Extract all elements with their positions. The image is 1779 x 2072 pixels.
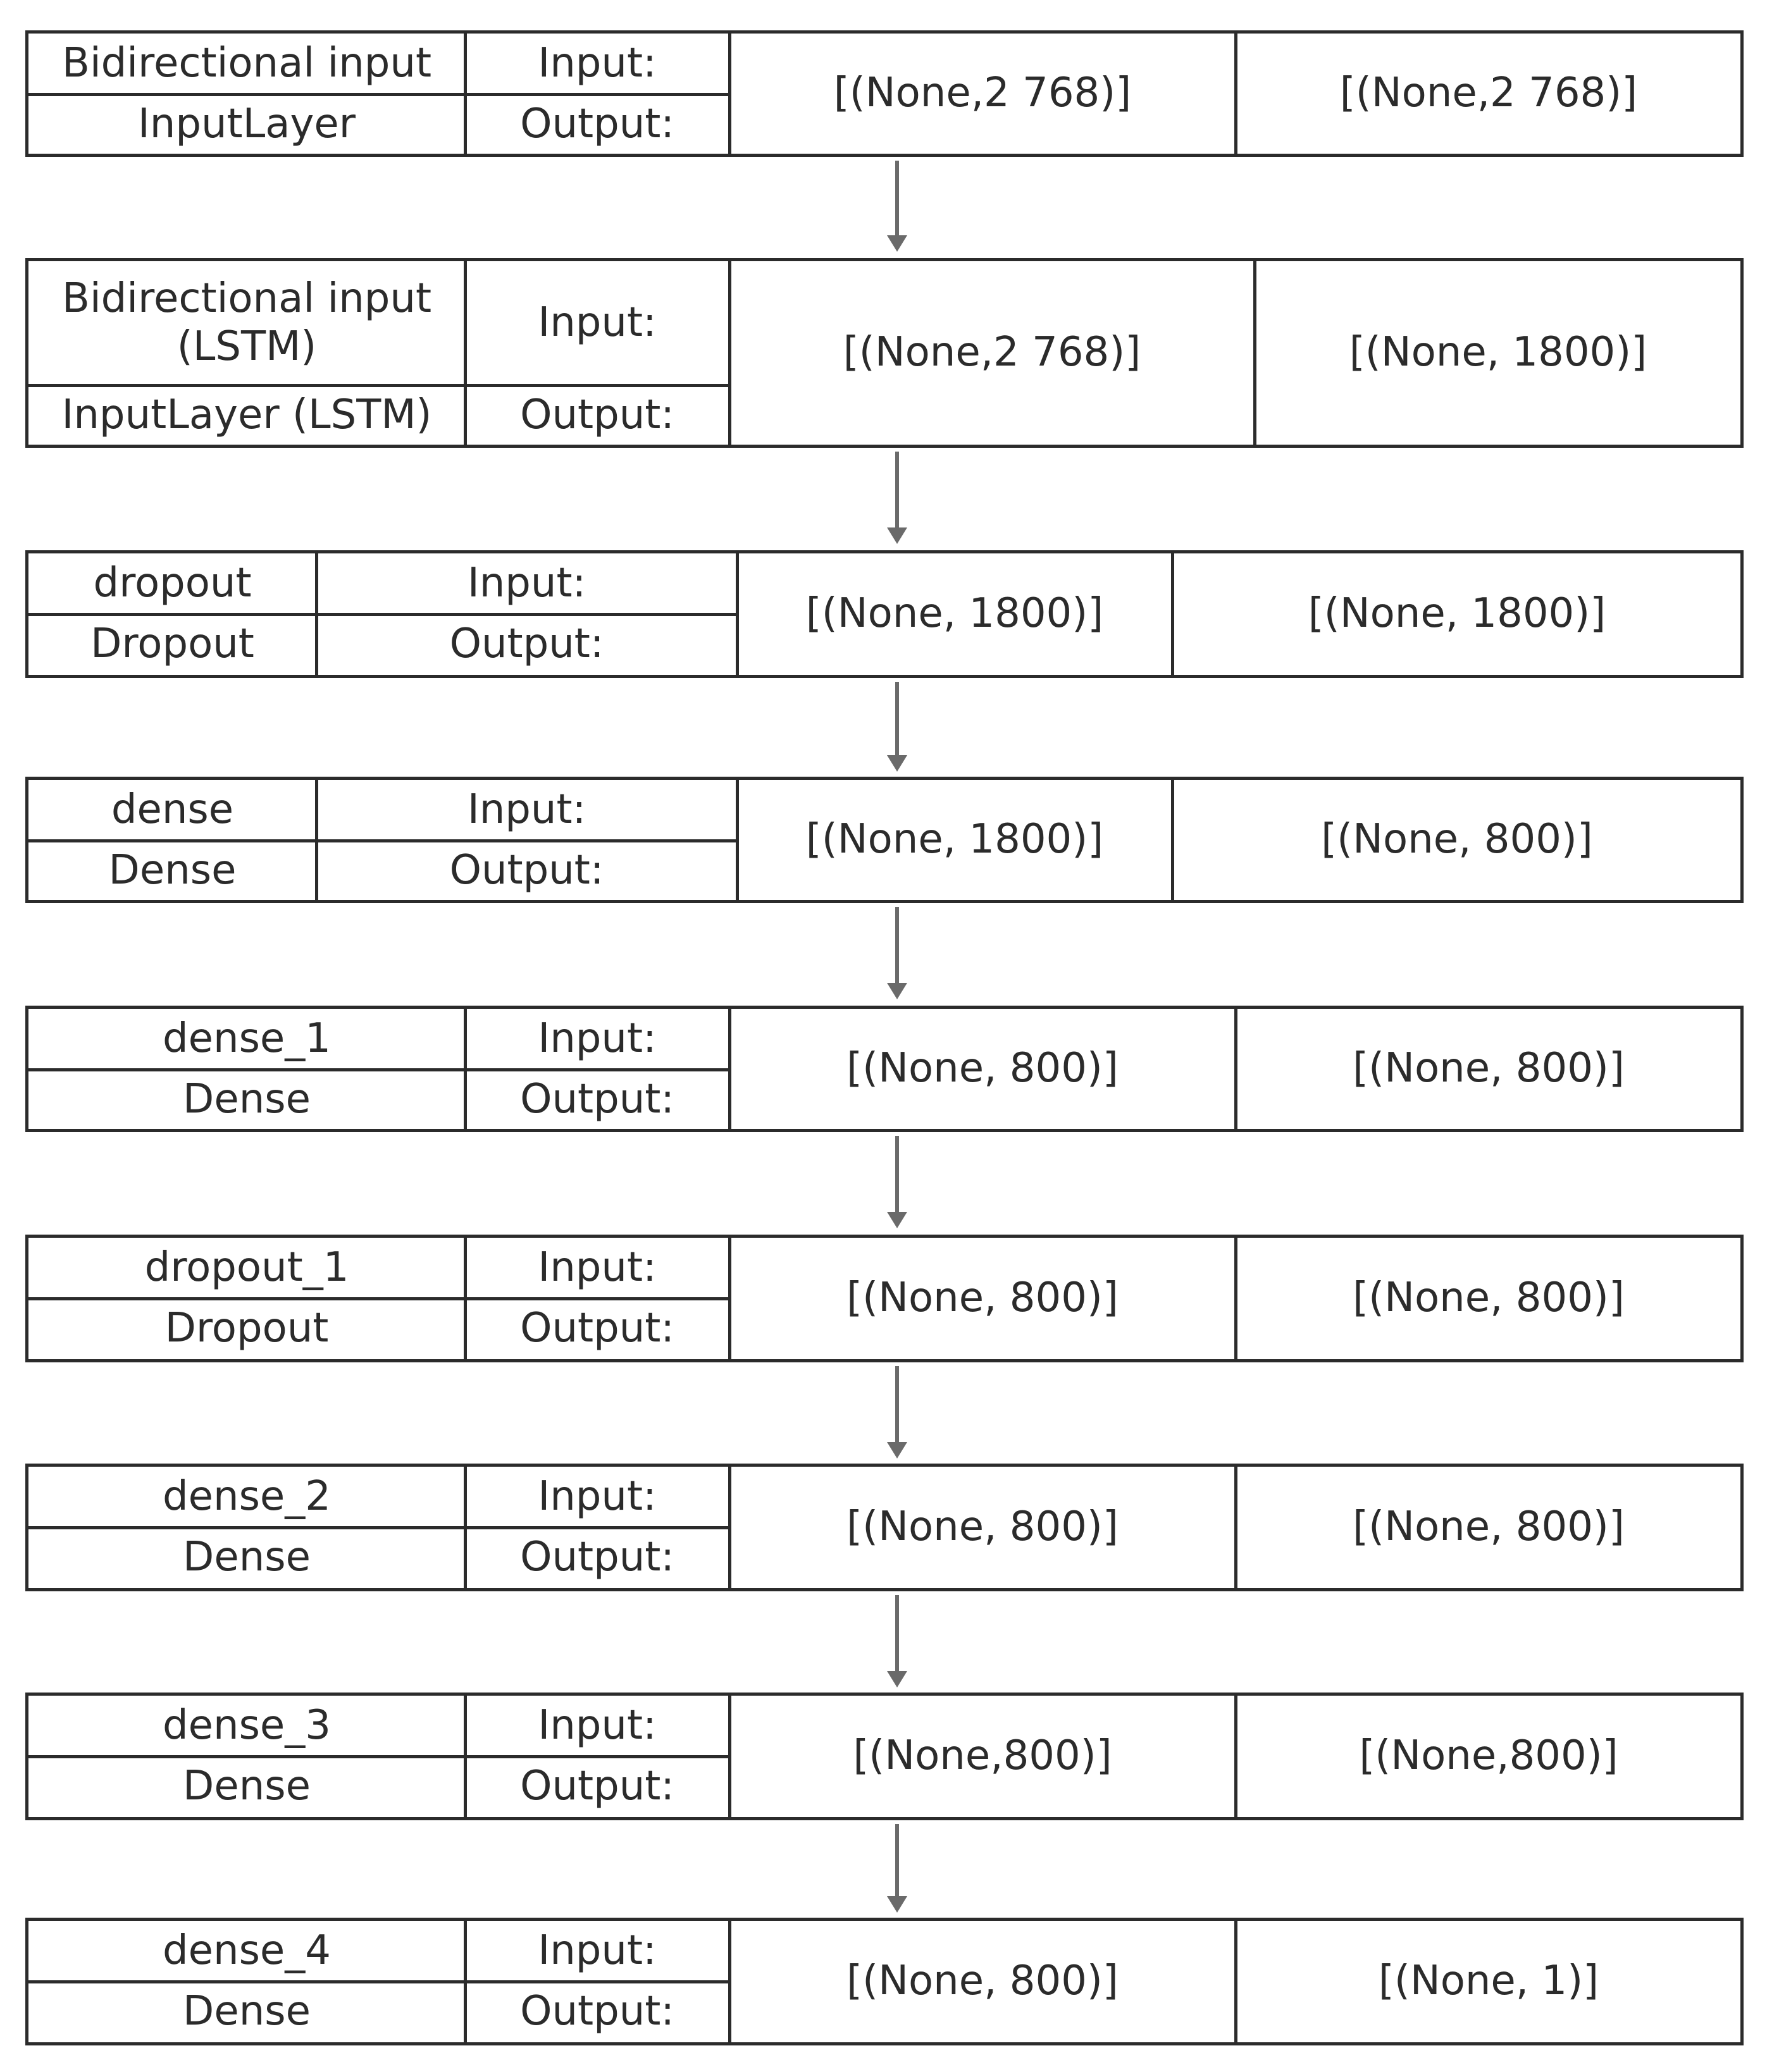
arrow-shaft [895,682,899,760]
arrow-shaft [895,1366,899,1447]
column-divider [728,1009,731,1129]
arrow-shaft [895,161,899,240]
column-divider [1234,1009,1237,1129]
output-label: Output: [520,392,674,439]
column-divider [464,1238,467,1359]
output-label: Output: [449,847,604,894]
column-divider [464,1696,467,1817]
flow-arrow [887,1366,907,1458]
arrow-head [887,1212,907,1228]
row-divider [28,1526,729,1529]
row-divider [28,839,737,842]
input-shape: [(None,800)] [853,1732,1112,1780]
column-divider [728,1467,731,1588]
output-label: Output: [520,1305,674,1352]
arrow-shaft [895,1824,899,1901]
layer-name: dense_1 [163,1015,331,1063]
input-shape: [(None,2 768)] [833,70,1132,117]
output-label: Output: [520,1763,674,1810]
layer-box-dense [25,777,1744,903]
layer-type: Dense [183,1763,311,1810]
column-divider [728,1696,731,1817]
column-divider [1234,34,1237,154]
input-shape: [(None, 800)] [846,1274,1119,1322]
layer-type: Dropout [90,620,254,668]
input-label: Input: [538,1473,657,1520]
column-divider [315,780,318,900]
arrow-head [887,1442,907,1458]
column-divider [1234,1696,1237,1817]
layer-type: InputLayer [137,101,356,148]
input-label: Input: [538,1702,657,1749]
output-label: Output: [520,101,674,148]
flow-arrow [887,682,907,772]
layer-box-dropout-1 [25,1235,1744,1362]
input-label: Input: [538,1927,657,1975]
layer-name: dense_4 [163,1927,331,1975]
column-divider [464,1467,467,1588]
layer-type: Dense [108,847,237,894]
output-label: Output: [520,1988,674,2035]
output-shape: [(None,2 768)] [1339,70,1638,117]
output-label: Output: [520,1534,674,1581]
layer-box-bidirectional-lstm [25,258,1744,448]
arrow-head [887,1671,907,1687]
column-divider [1253,261,1256,445]
layer-name: dense_2 [163,1473,331,1520]
layer-type: Dense [183,1076,311,1123]
flow-arrow [887,1136,907,1228]
arrow-head [887,983,907,999]
input-label: Input: [538,1244,657,1292]
column-divider [728,34,731,154]
input-shape: [(None, 800)] [846,1958,1119,2005]
row-divider [28,93,729,96]
column-divider [736,553,739,675]
input-label: Input: [467,786,586,834]
output-label: Output: [449,620,604,668]
arrow-head [887,235,907,252]
output-shape: [(None, 1800)] [1308,590,1606,638]
input-label: Input: [538,299,657,347]
layer-box-bidirectional-input [25,30,1744,157]
layer-box-dense-1 [25,1006,1744,1132]
arrow-shaft [895,907,899,988]
layer-type: Dense [183,1988,311,2035]
column-divider [728,1238,731,1359]
row-divider [28,1980,729,1983]
layer-box-dropout [25,550,1744,678]
column-divider [1234,1921,1237,2042]
layer-name: Bidirectional input (LSTM) [61,275,432,370]
column-divider [736,780,739,900]
row-divider [28,384,729,387]
input-label: Input: [538,1015,657,1063]
row-divider [28,1297,729,1300]
output-shape: [(None, 800)] [1353,1274,1625,1322]
layer-name: Bidirectional input [61,40,432,87]
input-shape: [(None, 1800)] [805,590,1104,638]
column-divider [315,553,318,675]
column-divider [464,261,467,445]
layer-name: dense_3 [163,1702,331,1749]
layer-box-dense-2 [25,1464,1744,1591]
row-divider [28,1755,729,1758]
output-shape: [(None, 1800)] [1349,329,1647,376]
input-label: Input: [467,560,586,607]
column-divider [1171,553,1174,675]
input-label: Input: [538,40,657,87]
flow-arrow [887,1595,907,1687]
flow-arrow [887,907,907,999]
column-divider [1234,1467,1237,1588]
column-divider [464,1009,467,1129]
arrow-shaft [895,1136,899,1217]
output-shape: [(None, 1)] [1378,1958,1599,2005]
input-shape: [(None, 800)] [846,1503,1119,1551]
layer-box-dense-4 [25,1918,1744,2045]
column-divider [728,261,731,445]
output-shape: [(None, 800)] [1353,1503,1625,1551]
input-shape: [(None,2 768)] [843,329,1141,376]
column-divider [464,34,467,154]
arrow-head [887,755,907,772]
layer-name: dropout [93,560,252,607]
output-shape: [(None, 800)] [1321,816,1593,863]
layer-name: dropout_1 [144,1244,349,1292]
output-label: Output: [520,1076,674,1123]
layer-box-dense-3 [25,1693,1744,1820]
flow-arrow [887,1824,907,1913]
column-divider [1234,1238,1237,1359]
flow-arrow [887,161,907,252]
arrow-head [887,1896,907,1913]
layer-name: dense [111,786,234,834]
input-shape: [(None, 800)] [846,1045,1119,1092]
layer-type: InputLayer (LSTM) [61,392,432,439]
row-divider [28,1068,729,1071]
column-divider [728,1921,731,2042]
layer-type: Dropout [164,1305,329,1352]
output-shape: [(None,800)] [1359,1732,1618,1780]
input-shape: [(None, 1800)] [805,816,1104,863]
output-shape: [(None, 800)] [1353,1045,1625,1092]
layer-type: Dense [183,1534,311,1581]
arrow-head [887,527,907,544]
arrow-shaft [895,1595,899,1676]
column-divider [1171,780,1174,900]
column-divider [464,1921,467,2042]
arrow-shaft [895,452,899,533]
row-divider [28,613,737,616]
flow-arrow [887,452,907,544]
